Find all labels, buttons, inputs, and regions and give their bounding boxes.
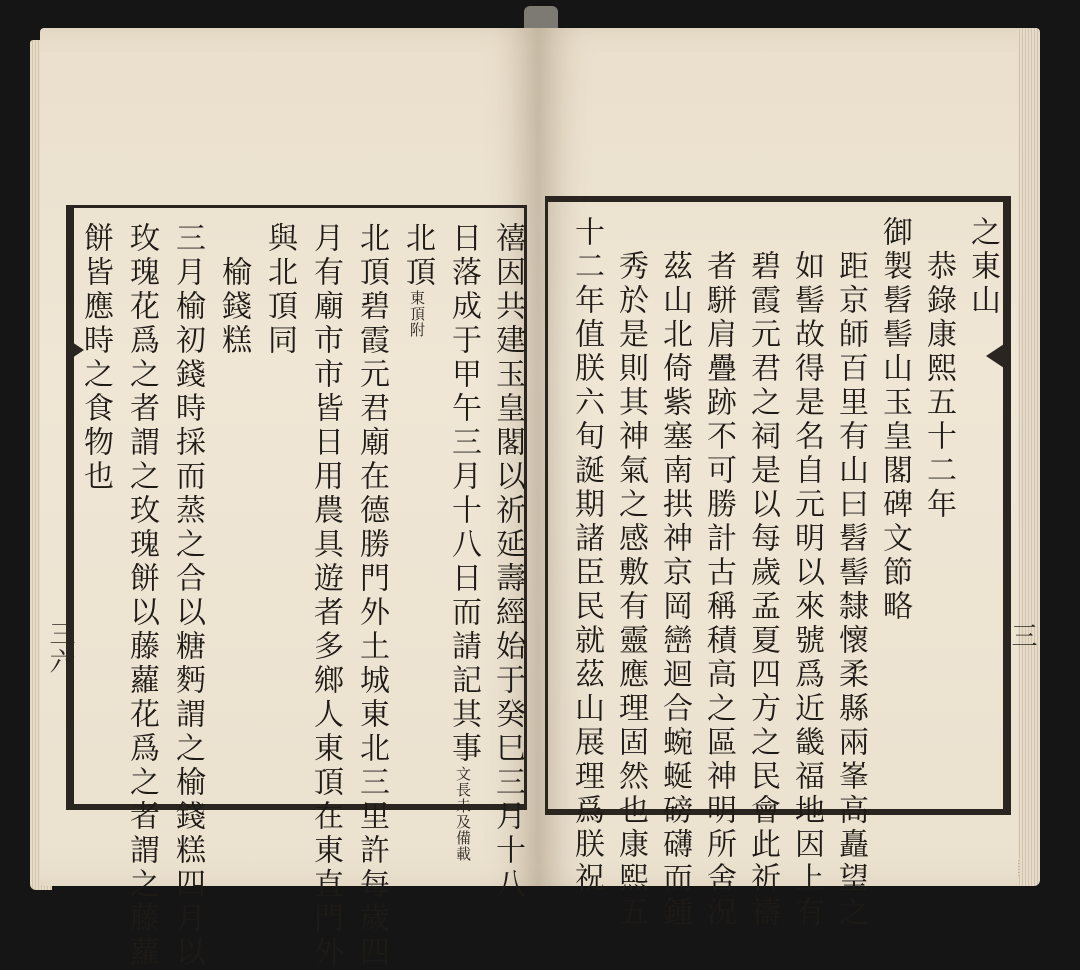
column-main-text: 北頂 bbox=[400, 222, 435, 290]
text-column: 禧因共建玉皇閣以祈延壽經始于癸巳三月十八 bbox=[490, 222, 525, 902]
text-column: 與北頂同 bbox=[262, 222, 297, 358]
inline-note: 文長未及備載 bbox=[454, 766, 472, 862]
text-column: 餅皆應時之食物也 bbox=[78, 222, 113, 494]
text-column: 十二年值朕六旬誕期諸臣民就茲山展理爲朕祝 bbox=[569, 216, 604, 896]
text-column: 距京師百里有山曰髫髻隸懷柔縣兩峯高矗望之 bbox=[833, 216, 868, 930]
right-text-frame bbox=[545, 196, 1011, 930]
text-column: 月有廟市市皆日用農具遊者多鄉人東頂在東直門外 bbox=[308, 222, 343, 970]
column-main-text: 日落成于甲午三月十八日而請記其事 bbox=[446, 222, 481, 766]
text-column: 恭錄康熙五十二年 bbox=[921, 216, 956, 522]
right-folio-number: 三 bbox=[1007, 622, 1037, 650]
text-column: 茲山北倚紫塞南拱神京岡巒迴合蜿蜒磅礴而鍾 bbox=[657, 216, 692, 930]
text-column: 北頂碧霞元君廟在德勝門外土城東北三里許每歲四 bbox=[354, 222, 389, 970]
text-column: 三月榆初錢時採而蒸之合以糖麪謂之榆錢糕四月以 bbox=[170, 222, 205, 970]
text-column: 玫瑰花爲之者謂之玫瑰餅以藤蘿花爲之者謂之藤蘿 bbox=[124, 222, 159, 970]
fishtail-mark-left bbox=[66, 338, 84, 362]
left-text-frame bbox=[66, 205, 527, 970]
fishtail-mark-right bbox=[986, 344, 1004, 368]
text-column bbox=[446, 222, 481, 862]
left-folio-number: 三六 bbox=[45, 620, 75, 676]
text-column: 如髻故得是名自元明以來號爲近畿福地因上有 bbox=[789, 216, 824, 930]
text-column: 碧霞元君之祠是以每歲孟夏四方之民會此祈禱 bbox=[745, 216, 780, 930]
text-column: 秀於是則其神氣之感敷有靈應理固然也康熙五 bbox=[613, 216, 648, 930]
section-heading: 榆錢糕 bbox=[216, 222, 251, 358]
text-title: 御製髫髻山玉皇閣碑文節略 bbox=[877, 216, 912, 624]
spine-top bbox=[524, 6, 558, 30]
text-column: 者駢肩疊跡不可勝計古稱積高之區神明所舍況 bbox=[701, 216, 736, 930]
text-column bbox=[400, 222, 435, 338]
inline-note: 東頂附 bbox=[408, 290, 426, 338]
text-column: 之東山 bbox=[965, 216, 1000, 318]
